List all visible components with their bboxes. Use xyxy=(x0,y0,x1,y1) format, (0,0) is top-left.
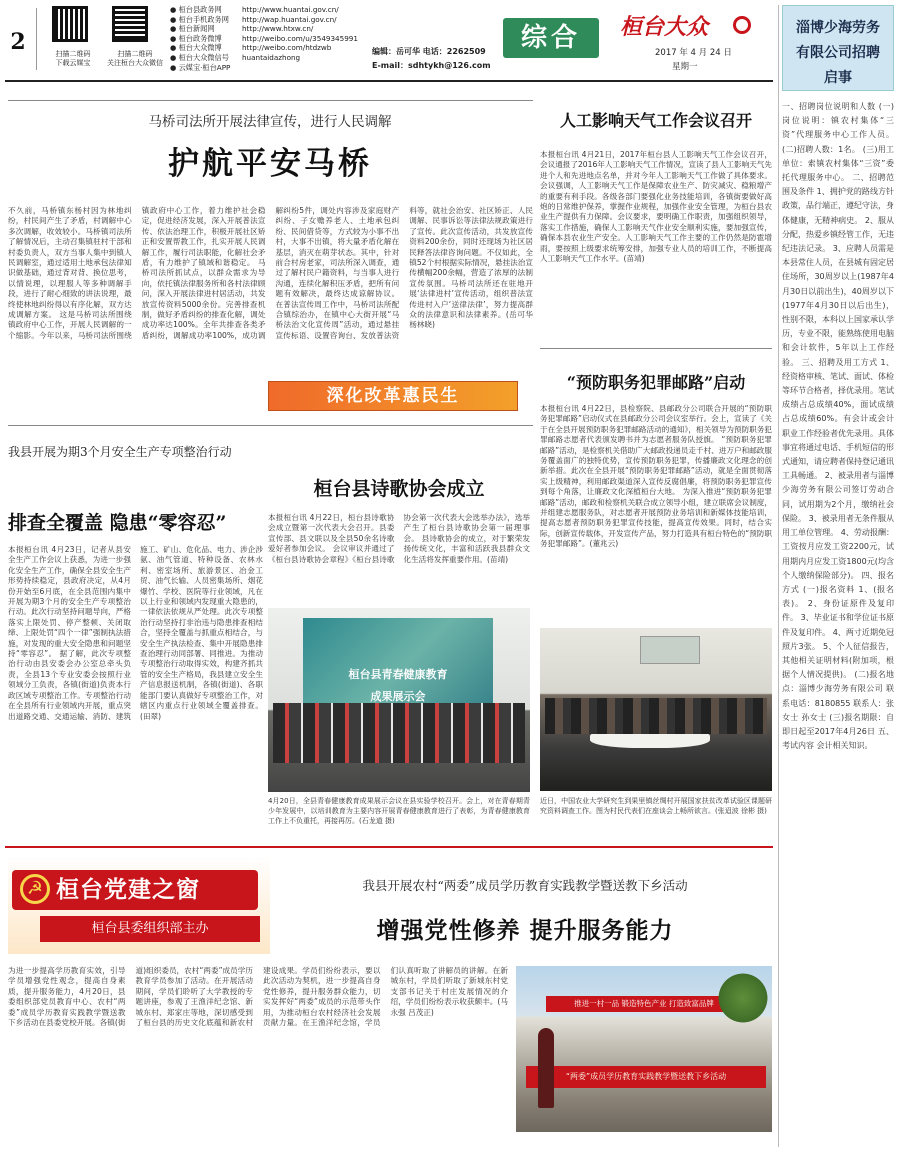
article4-kicker: 我县开展为期3个月安全生产专项整治行动 xyxy=(8,445,232,459)
qr2-caption: 扫描二维码 关注桓台大众微信 xyxy=(107,50,163,67)
sidebar-body: 一、招聘岗位说明和人数 (一)岗位说明：镇农村集体“三资”代理服务中心工作人员。 (二)招聘人数：1名。 (三)用工单位：索镇农村集体“三资”委托代理服务中心。 二、招聘范围及条件 1、拥护党的路线方针政策，品行端正，遵纪守法，身体健康，无精神病史。 2、服从分配，热爱乡镇经管工作，无违纪违法记录。 3、应聘人员需是本县常住人员，在县城有固定居住场所，30周岁以上(1987年4月30日以前出生)，40周岁以下(1977年4月30日以后出生)，性别不限，本科以上国家承认学历，专业不限，能熟练使用电脑和会计软件，5年以上工作经验。 三、招聘及用工方式 1、经资格审核、笔试、面试、体检等环节合格者，择优录用。笔试成绩占总成绩40%，面试成绩占总成绩60%。有会计或会计职业工作经验者优先录用。具体事宜将通过电话、手机短信的形式通知，请应聘者保持登记通讯工具畅通。 2、被录用者与淄博少海劳务有限公司签订劳动合同，试用期为2个月，缴纳社会保险。 3、被录用者无条件服从用工单位管理。 4、劳动报酬：工资按月应发工资2200元，试用期内月应发工资1800元(均含个人缴纳保险部分)。 四、报名方式 (一)报名资料 1、(报名表)。 2、身份证原件及复印件。 3、毕业证书和学位证书原件及复印件。 4、两寸近期免冠照片3张。 5、个人征信报告，其他相关证明材料(附加项，根据个人情况提供)。 (二)报名地点：淄博少海劳务有限公司 联系电话：8180855 联系人：张女士 孙女士 (三)报名期限：自即日起至2017年4月26日 五、考试内容 会计相关知识。 xyxy=(782,102,894,751)
photo-people xyxy=(545,698,767,734)
header-link-row[interactable]: ● 桓台政务微博 http://weibo.com/u/3549345991 xyxy=(170,33,358,43)
photo-people xyxy=(273,703,525,763)
qr-code-app[interactable] xyxy=(52,6,88,42)
email-line: E-mail：sdhtykh@126.com xyxy=(372,61,491,70)
header-weekday: 星期一 xyxy=(672,62,698,72)
article5-caption: 4月20日，全县青春健康教育成果展示会议在县实验学校召开。会上，对在青春期青少年发展中，以培训教育为主要内容开展青春健康教育进行了表彰，为青春健康教育工作上不负重托，再接再厉。(石龙道 摄) xyxy=(268,797,530,825)
article2-body: 本报桓台讯 4月21日，2017年桓台县人工影响天气工作会议召开，会议通报了2016年人工影响天气工作情况，宣读了县人工影响天气先进个人和先进地点名单，并对今年人工影响天气工作做了具体要求。 会议强调，人工影响天气工作是保障农业生产、防灾减灾、稳粮增产的重要有利手段。各级各部门要强化业务技能培训，各镇街要做好高炮的日常维护保养，掌握作业规程，加强作业安全管理，为桓台县农业生产提供有力保障。会议要求，要明确工作职责，加强组织领导，落实工作措施，确保人工影响天气作业安全顺利实施，要加强宣传，确保本县农业生产安全。人工影响天气工作主要的工作仍然是防雹增雨，要按照上级要求统筹安排，加强专业人员的培训工作，不断提高人工影响天气工作水平。(苗靖) xyxy=(540,150,772,264)
article3-body: 本报桓台讯 4月22日，县检察院、县邮政分公司联合开展的“预防职务犯罪邮路”启动仪式在县邮政分公司会议室举行。会上，宣读了《关于在全县开展预防职务犯罪邮路活动的通知》，相关领导为预防职务犯罪邮路志愿者代表颁发聘书并为志愿者服务队授旗。 “预防职务犯罪邮路”活动，是检察机关借助广大邮政投递员走千村、进万户和邮政服务覆盖面广的独特优势，宣传预防职务犯罪，传播廉政文化理念的创新举措。此次在全县开展“预防职务犯罪邮路”活动，就是全面贯彻落实上级精神，利用邮政渠道深入宣传反腐倡廉，将预防职务犯罪宣传到每个角落，让廉政文化深植桓台大地。 为深入推进“预防职务犯罪邮路”活动，邮政和检察机关联合成立领导小组，建立联席会议制度，并组建志愿服务队，对志愿者开展预防业务培训和新媒体技能培训，提高志愿者预防职务犯罪宣传技能，提高宣传效果。同时，结合实际，创新宣传载体，开发宣传产品，努力打造具有桓台特色的“预防职务犯罪邮路”。(董兆云) xyxy=(540,404,772,549)
party-logo-text: 桓台党建之窗 xyxy=(56,876,200,903)
party-title: 增强党性修养 提升服务能力 xyxy=(376,917,674,944)
photo-tree xyxy=(716,968,770,1028)
article2-title: 人工影响天气工作会议召开 xyxy=(559,111,752,130)
article1-kicker: 马桥司法所开展法律宣传，进行人民调解 xyxy=(148,114,392,130)
paper-name: 桓台大众 xyxy=(620,14,709,40)
header-link-row[interactable]: ● 桓台县政务网 http://www.huantai.gov.cn/ xyxy=(170,5,339,14)
article4-body: 本报桓台讯 4月23日，记者从县安全生产工作会议上获悉，为进一步强化安全生产工作，确保全县安全生产形势持续稳定，县政府决定，从4月份开始至6月底，在全县范围内集中开展为期3个月的安全生产专项整治行动。此次行动坚持问题导向，严格落实上限处罚、停产整顿、关闭取缔、上限处罚“四个一律”强制执法措施，对发现的重大安全隐患和问题坚持“零容忍”。 据了解，此次专项整治行动由县安委会办公室总牵头负责，全县13个专业安委会按照行业领域分工负责，各镇(街道)负责本行政区域专项整治工作。专项整治行动在全县所有行业领域内开展，重点突出道路交通、交通运输、消防、建筑施工、矿山、危化品、电力、涉企涉氨、油气管道、特种设备、农林水利、密室场所、旅游景区、冶金工贸、油气长输、人员密集场所、烟花爆竹、学校、医院等行业领域，凡在以上行业和领域内发现重大隐患的，一律依法依规从严处理。此次专项整治行动坚持打非治违与隐患排查相结合，坚持全覆盖与抓重点相结合，与安全生产执法检查、集中开展隐患排查治理行动同部署、同推进。为推动专项整治行动取得实效，构建齐抓共管的安全生产格局，我县建立安全生产信息报送机制，各镇(街道)、各职能部门要认真做好专项整治工作，对辖区内重点行业领域全覆盖排查。(田翠) xyxy=(8,545,263,721)
header-link-row[interactable]: ● 云媒宝·桓台APP xyxy=(170,62,231,72)
article3-caption: 近日，中国农业大学研究生到果里镇丝绸村开展国家扶贫改革试验区课题研究资料调查工作。图为村民代表们在座谈会上畅所欲言。(张迢波 徐彬 摄) xyxy=(540,797,772,815)
party-body: 为进一步提高学历教育实效，引导学员增强党性观念，提高自身素质，提升服务能力，4月20日，县委组织部党员教育中心、农村“两委”成员学历教育实践教学暨送教下乡活动在县委党校开展。各镇(街道)组织委员，农村“两委”成员学历教育学员参加了活动。在开展活动期间，学员们聆听了大学教授的专题讲座，参观了王渔洋纪念馆、新城东村、郑家庄等地，深切感受到了桓台县的历史文化底蕴和新农村建设成果。学员们纷纷表示，要以此次活动为契机，进一步提高自身党性修养，提升服务群众能力，切实发挥好“两委”成员的示范带头作用，为推动桓台农村经济社会发展贡献力量。在王渔洋纪念馆，学员们认真听取了讲解员的讲解。在新城东村，学员们听取了新城东村党支部书记关于村庄发展情况的介绍，学员们纷纷表示收获颇丰。(马永强 吕茂正) xyxy=(8,966,508,1028)
page-number-divider xyxy=(36,8,37,70)
article3-photo xyxy=(540,628,772,791)
party-photo xyxy=(516,966,772,1132)
photo-sign-text: 推进一村一品 锻造特色产业 打造致富品牌 xyxy=(574,999,714,1008)
photo-person xyxy=(538,1028,554,1108)
header-link-row[interactable]: ● 桓台大众微博 http://weibo.com/htdzwb xyxy=(170,43,332,53)
header-link-row[interactable]: ● 桓台新闻网 http://www.htxw.cn/ xyxy=(170,24,314,34)
article5-photo xyxy=(268,608,530,792)
article1-banner: 深化改革惠民生 xyxy=(326,386,460,406)
header-link-row[interactable]: ● 桓台手机政务网 http://wap.huantai.gov.cn/ xyxy=(170,14,337,24)
page-number: 2 xyxy=(5,28,31,56)
party-rule xyxy=(5,846,773,848)
paper-logo-icon xyxy=(733,16,751,34)
article1-title-rule xyxy=(8,100,533,101)
article-divider xyxy=(8,425,533,426)
editor-line: 编辑：岳可华 电话：2262509 xyxy=(372,47,486,56)
qr-code-wechat[interactable] xyxy=(112,6,148,42)
party-sub: 桓台县委组织部主办 xyxy=(91,921,209,936)
photo-backdrop-text2: 成果展示会 xyxy=(370,690,426,703)
header-date: 2017 年 4 月 24 日 xyxy=(655,48,732,58)
header-links xyxy=(170,5,370,72)
header-rule xyxy=(5,80,773,82)
article1-title: 护航平安马桥 xyxy=(168,146,372,182)
article5-body: 本报桓台讯 4月22日，桓台县诗歌协会成立暨第一次代表大会召开。县委宣传部、县文联以及全县50余名诗歌爱好者参加会议。 会议审议并通过了《桓台县诗歌协会章程》《桓台县诗歌协会第一次代表大会选举办法》，选举产生了桓台县诗歌协会第一届理事会。 县诗歌协会的成立，对于繁荣发扬传统文化，丰富和活跃我县群众文化生活将发挥重要作用。(苗靖) xyxy=(268,513,530,564)
party-emblem-icon: ☭ xyxy=(20,874,50,904)
article3-title: “预防职务犯罪邮路”启动 xyxy=(566,373,746,392)
article5-title: 桓台县诗歌协会成立 xyxy=(313,478,485,500)
photo-wall-window xyxy=(640,636,700,664)
article4-title: 排查全覆盖 隐患“零容忍” xyxy=(8,512,227,534)
party-kicker: 我县开展农村“两委”成员学历教育实践教学暨送教下乡活动 xyxy=(362,878,688,893)
sidebar-title: 淄博少海劳务有限公司招聘启事 xyxy=(796,20,880,86)
article2-rule xyxy=(540,348,772,349)
header-link-row[interactable]: ● 桓台大众微信号 huantaidazhong xyxy=(170,52,301,62)
article1-body: 不久前，马桥镇东杨村因为林地纠纷，村民间产生了矛盾，村调解中心多次调解，收效较小。马桥镇司法所了解情况后，主动召集镇驻村干部和村委负责人，双方当事人集中到镇人民调解室，通过适用土地承包法律知识做基础，通过背对背、换位思考，以情说理，以理服人等多种调解手段，进行了耐心细致的讲法说理，最终使林地纠纷得以有序化解，双方达成调解方案。 这是马桥司法所围绕镇政府中心工作，开展人民调解的一个缩影。今年以来，马桥司法所围绕镇政府中心工作，着力维护社会稳定，促进经济发展，深入开展普法宣传、依法治理工作，积极开展社区矫正和安置帮教工作，扎实开展人民调解工作，履行司法职能，化解社会矛盾，有力维护了镇域和谐稳定。 马桥司法所抓试点，以群众需求为导向，依托镇法律服务所和各村法律顾问，深入开展法律进村居活动，共发放宣传资料5000余份。完善排查机制，做好矛盾纠纷的排查化解，调处成功率达100%。全年共排查各类矛盾纠纷，调解成功率100%，成功调解纠纷5件，调处内容涉及家庭财产纠纷、子女赡养老人、土地承包纠纷、民间借贷等，方式较为小事不出村，大事不出镇，将大量矛盾化解在基层，消灭在萌芽状态。其中，针对前合村房老家，司法所深入调查，通过了解村民户籍资料，与当事人进行沟通，连续化解积压矛盾，把所有问题有效解决，最终达成谅解协议。 在普法宣传周工作中，马桥司法所配合镇综治办，在镇中心大街开展“马桥法治文化宣传周”活动，通过悬挂宣传标语、设置咨询台、发放普法资料等，就社会治安、社区矫正、人民调解、民事诉讼等法律法规政策进行了宣传。此次宣传活动，共发放宣传资料200余份，同时还现场为社区居民释答法律咨询问题。不仅如此，全镇52个村根据实际情况，悬挂法治宣传横幅200余幅，营造了浓厚的法制宣传氛围。马桥司法所还在驻地开展‘法律进村’宣传活动，组织普法宣传进村入户‘送律法律’，努力提高群众的法律意识和法律素养。(岳可华 杨林晓) xyxy=(8,206,533,340)
section-label: 综合 xyxy=(520,23,581,53)
photo-banner-text: “两委”成员学历教育实践教学暨送教下乡活动 xyxy=(565,1072,727,1081)
qr1-caption: 扫描二维码 下载云媒宝 xyxy=(55,50,91,67)
photo-backdrop-text1: 桓台县青春健康教育 xyxy=(348,668,448,681)
